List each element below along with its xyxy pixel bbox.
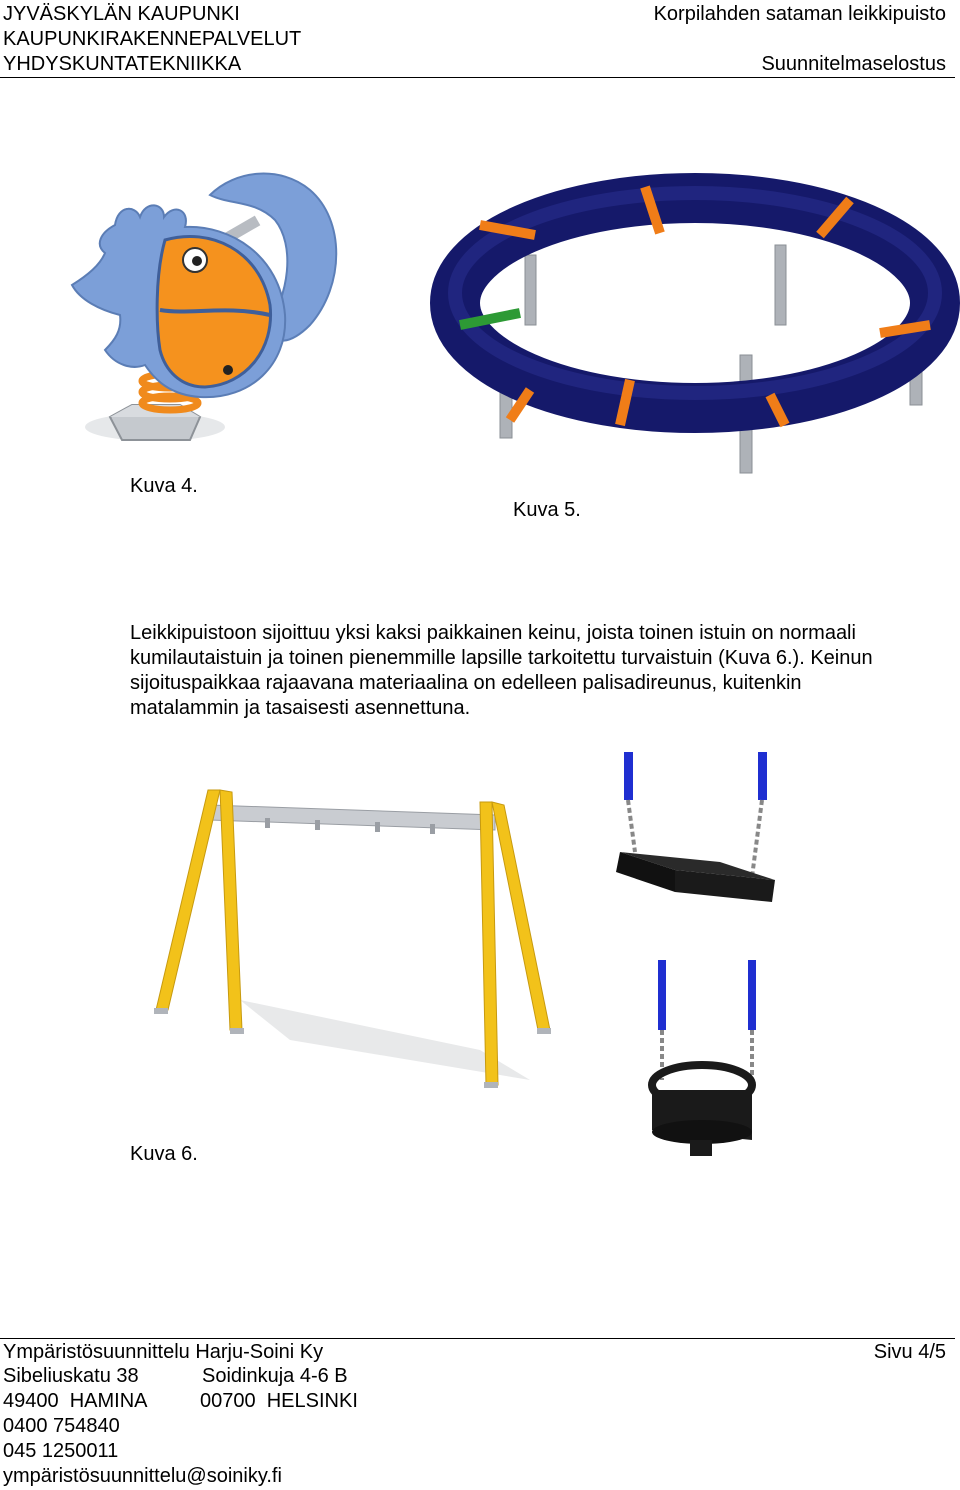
footer-address-helsinki-city: 00700 HELSINKI bbox=[200, 1390, 358, 1412]
footer-address-hamina-city: 49400 HAMINA bbox=[3, 1390, 148, 1412]
header-org-line-1: JYVÄSKYLÄN KAUPUNKI bbox=[3, 3, 240, 25]
figure-caption-kuva-6: Kuva 6. bbox=[130, 1143, 198, 1165]
body-line-4: matalammin ja tasaisesti asennettuna. bbox=[130, 697, 471, 719]
footer-address-hamina-street: Sibeliuskatu 38 bbox=[3, 1365, 139, 1387]
header-document-subtitle: Suunnitelmaselostus bbox=[761, 53, 946, 75]
body-paragraph bbox=[130, 621, 930, 721]
figure-caption-kuva-4: Kuva 4. bbox=[130, 475, 198, 497]
swing-frame-illustration bbox=[150, 780, 560, 1100]
body-line-1: Leikkipuistoon sijoittuu yksi kaksi paikkainen keinu, joista toinen istuin on normaali bbox=[130, 622, 856, 644]
cradle-swing-seat-illustration bbox=[640, 960, 770, 1160]
footer-rule bbox=[0, 1338, 955, 1339]
header-document-title: Korpilahden sataman leikkipuisto bbox=[653, 3, 946, 25]
flat-swing-seat-illustration bbox=[610, 752, 780, 912]
header-org-line-3: YHDYSKUNTATEKNIIKKA bbox=[3, 53, 242, 75]
body-line-2: kumilautaistuin ja toinen pienemmille lapsille tarkoitettu turvaistuin (Kuva 6.). Keinun bbox=[130, 647, 873, 669]
body-line-3: sijoituspaikkaa rajaavana materiaalina on edelleen palisadireunus, kuitenkin bbox=[130, 672, 802, 694]
footer-address-helsinki-street: Soidinkuja 4-6 B bbox=[202, 1365, 348, 1387]
footer-phone-1: 0400 754840 bbox=[3, 1415, 120, 1437]
footer-page-number: Sivu 4/5 bbox=[873, 1341, 946, 1363]
fish-spring-rider-illustration bbox=[60, 165, 350, 455]
figure-caption-kuva-5: Kuva 5. bbox=[513, 499, 581, 521]
footer-email: ympäristösuunnittelu@soiniky.fi bbox=[3, 1465, 282, 1487]
footer-phone-2: 045 1250011 bbox=[3, 1440, 119, 1462]
footer-company: Ympäristösuunnittelu Harju-Soini Ky bbox=[3, 1341, 324, 1363]
header-org-line-2: KAUPUNKIRAKENNEPALVELUT bbox=[3, 28, 302, 50]
tire-ring-illustration bbox=[440, 185, 955, 475]
header-rule bbox=[0, 77, 955, 78]
